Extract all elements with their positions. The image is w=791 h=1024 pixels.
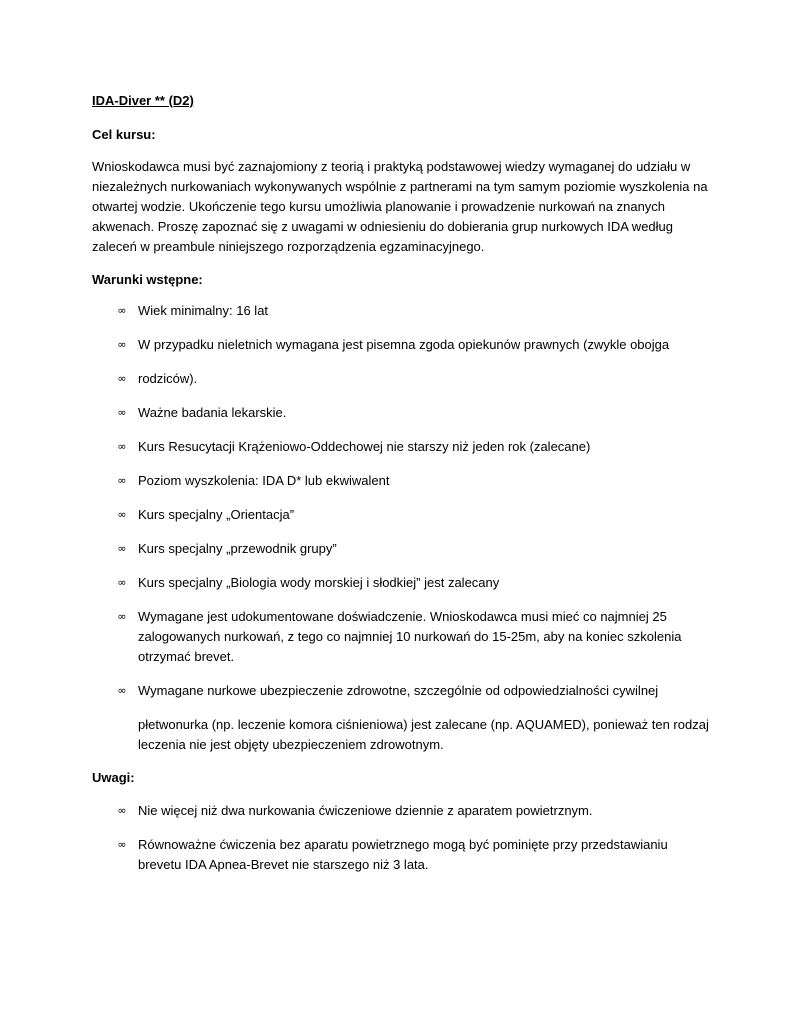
list-item-text: Kurs specjalny „Orientacja” bbox=[138, 507, 295, 522]
course-goal-paragraph: Wnioskodawca musi być zaznajomiony z teorią i praktyką podstawowej wiedzy wymaganej do udziału w niezależnych nurkowaniach wykonywanych wspólnie z partnerami na tym samym poziomie wyszkolenia na otwartej wodzie. Ukończenie tego kursu umożliwia planowanie i prowadzenie nurkowań na znanych akwenach. Proszę zapoznać się z uwagami w odniesieniu do dobierania grup nurkowych IDA według zaleceń w preambule niniejszego rozporządzenia egzaminacyjnego. bbox=[92, 159, 708, 254]
list-item-text: Ważne badania lekarskie. bbox=[138, 405, 287, 420]
list-item bbox=[92, 471, 712, 491]
list-item bbox=[92, 573, 712, 593]
list-item-text: Nie więcej niż dwa nurkowania ćwiczeniowe dziennie z aparatem powietrznym. bbox=[138, 803, 593, 818]
list-item-text: Kurs specjalny „przewodnik grupy” bbox=[138, 541, 337, 556]
infinity-bullet-icon: ∞ bbox=[117, 304, 127, 317]
infinity-bullet-icon: ∞ bbox=[117, 576, 127, 589]
list-item-text: Kurs Resucytacji Krążeniowo-Oddechowej nie starszy niż jeden rok (zalecane) bbox=[138, 439, 591, 454]
list-item-text: rodziców). bbox=[138, 371, 198, 386]
document-title: IDA-Diver ** (D2) bbox=[92, 93, 194, 108]
list-item bbox=[92, 301, 712, 321]
notes-list bbox=[92, 801, 712, 875]
list-item bbox=[92, 681, 712, 701]
list-item-text: W przypadku nieletnich wymagana jest pisemna zgoda opiekunów prawnych (zwykle obojga bbox=[138, 337, 670, 352]
list-item-text: Wymagane nurkowe ubezpieczenie zdrowotne, szczególnie od odpowiedzialności cywilnej bbox=[138, 683, 659, 698]
list-item-continuation: płetwonurka (np. leczenie komora ciśnieniowa) jest zalecane (np. AQUAMED), ponieważ ten rodzaj leczenia nie jest objęty ubezpieczeniem zdrowotnym. bbox=[138, 717, 709, 752]
list-item-text: Poziom wyszkolenia: IDA D* lub ekwiwalent bbox=[138, 473, 390, 488]
list-item bbox=[92, 335, 712, 355]
infinity-bullet-icon: ∞ bbox=[117, 508, 127, 521]
list-item bbox=[92, 607, 712, 667]
list-item-text: Równoważne ćwiczenia bez aparatu powietrznego mogą być pominięte przy przedstawianiu brevetu IDA Apnea-Brevet nie starszego niż 3 lata. bbox=[138, 837, 668, 872]
list-item bbox=[92, 539, 712, 559]
course-goal-heading: Cel kursu: bbox=[92, 127, 156, 142]
infinity-bullet-icon: ∞ bbox=[117, 406, 127, 419]
list-item-text: Kurs specjalny „Biologia wody morskiej i słodkiej” jest zalecany bbox=[138, 575, 500, 590]
list-item bbox=[92, 801, 712, 821]
prerequisites-heading: Warunki wstępne: bbox=[92, 272, 203, 287]
list-item-text: Wiek minimalny: 16 lat bbox=[138, 303, 269, 318]
document-body bbox=[92, 92, 712, 875]
infinity-bullet-icon: ∞ bbox=[117, 338, 127, 351]
list-item bbox=[92, 437, 712, 457]
infinity-bullet-icon: ∞ bbox=[117, 610, 127, 623]
infinity-bullet-icon: ∞ bbox=[117, 542, 127, 555]
list-item bbox=[92, 369, 712, 389]
infinity-bullet-icon: ∞ bbox=[117, 838, 127, 851]
list-item bbox=[92, 505, 712, 525]
infinity-bullet-icon: ∞ bbox=[117, 804, 127, 817]
notes-heading: Uwagi: bbox=[92, 770, 135, 785]
list-item bbox=[92, 403, 712, 423]
list-item-text: Wymagane jest udokumentowane doświadczenie. Wnioskodawca musi mieć co najmniej 25 zalogowanych nurkowań, z tego co najmniej 10 nurkowań do 15-25m, aby na koniec szkolenia otrzymać brevet. bbox=[138, 609, 682, 664]
infinity-bullet-icon: ∞ bbox=[117, 474, 127, 487]
infinity-bullet-icon: ∞ bbox=[117, 684, 127, 697]
infinity-bullet-icon: ∞ bbox=[117, 440, 127, 453]
prerequisites-list bbox=[92, 301, 712, 755]
infinity-bullet-icon: ∞ bbox=[117, 372, 127, 385]
list-item bbox=[92, 835, 712, 875]
